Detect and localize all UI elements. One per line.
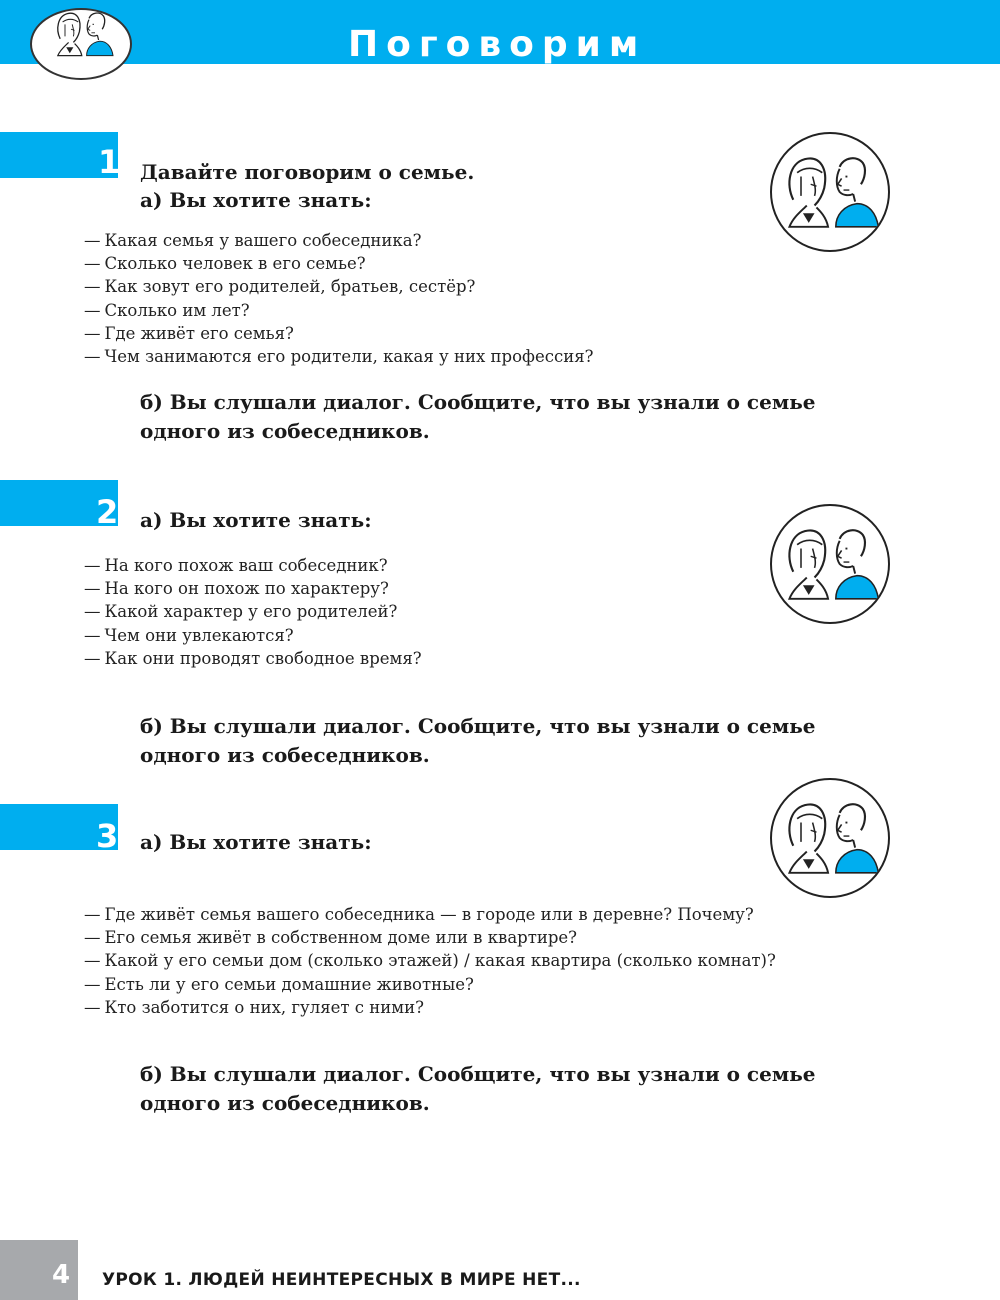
list-item: — Какой у его семьи дом (сколько этажей) / какая квартира (сколько комнат)?: [84, 951, 776, 971]
list-item: — Где живёт семья вашего собеседника — в городе или в деревне? Почему?: [84, 905, 754, 924]
section-intro: Давайте поговорим о семье.: [140, 160, 475, 184]
question-list: [84, 229, 593, 368]
two-people-talking-icon: [770, 132, 890, 252]
list-item: — Есть ли у его семьи домашние животные?: [84, 974, 474, 994]
two-people-talking-icon: [30, 8, 132, 80]
two-people-talking-icon: [770, 778, 890, 898]
task-a-heading: а) Вы хотите знать:: [140, 188, 372, 212]
task-b-text: б) Вы слушали диалог. Сообщите, что вы узнали о семье одного из собеседников.: [140, 1062, 816, 1115]
task-b-text: б) Вы слушали диалог. Сообщите, что вы узнали о семье одного из собеседников.: [140, 714, 816, 767]
section-number: 3: [96, 817, 119, 855]
page-number: 4: [52, 1260, 71, 1290]
list-item: — Какая семья у вашего собеседника?: [84, 231, 422, 250]
task-a-heading: а) Вы хотите знать:: [140, 830, 372, 854]
list-item: — Чем занимаются его родители, какая у них профессия?: [84, 347, 594, 367]
list-item: — Кто заботится о них, гуляет с ними?: [84, 997, 424, 1017]
task-b-text: б) Вы слушали диалог. Сообщите, что вы узнали о семье одного из собеседников.: [140, 390, 816, 443]
lesson-title: УРОК 1. ЛЮДЕЙ НЕИНТЕРЕСНЫХ В МИРЕ НЕТ...: [102, 1270, 581, 1290]
list-item: — На кого похож ваш собеседник?: [84, 556, 388, 575]
page-title: Поговорим: [348, 24, 647, 65]
list-item: — Как зовут его родителей, братьев, сестёр?: [84, 277, 476, 297]
list-item: — Его семья живёт в собственном доме или в квартире?: [84, 928, 578, 948]
two-people-talking-icon: [770, 504, 890, 624]
list-item: — Где живёт его семья?: [84, 323, 294, 343]
section-number: 1: [98, 143, 121, 181]
list-item: — Чем они увлекаются?: [84, 625, 294, 645]
list-item: — Как они проводят свободное время?: [84, 648, 422, 668]
list-item: — Какой характер у его родителей?: [84, 602, 398, 622]
list-item: — Сколько человек в его семье?: [84, 254, 366, 274]
question-list: [84, 554, 422, 670]
section-number: 2: [96, 493, 119, 531]
list-item: — Сколько им лет?: [84, 300, 250, 320]
list-item: — На кого он похож по характеру?: [84, 579, 389, 599]
question-list: [84, 903, 776, 1019]
task-a-heading: а) Вы хотите знать:: [140, 508, 372, 532]
